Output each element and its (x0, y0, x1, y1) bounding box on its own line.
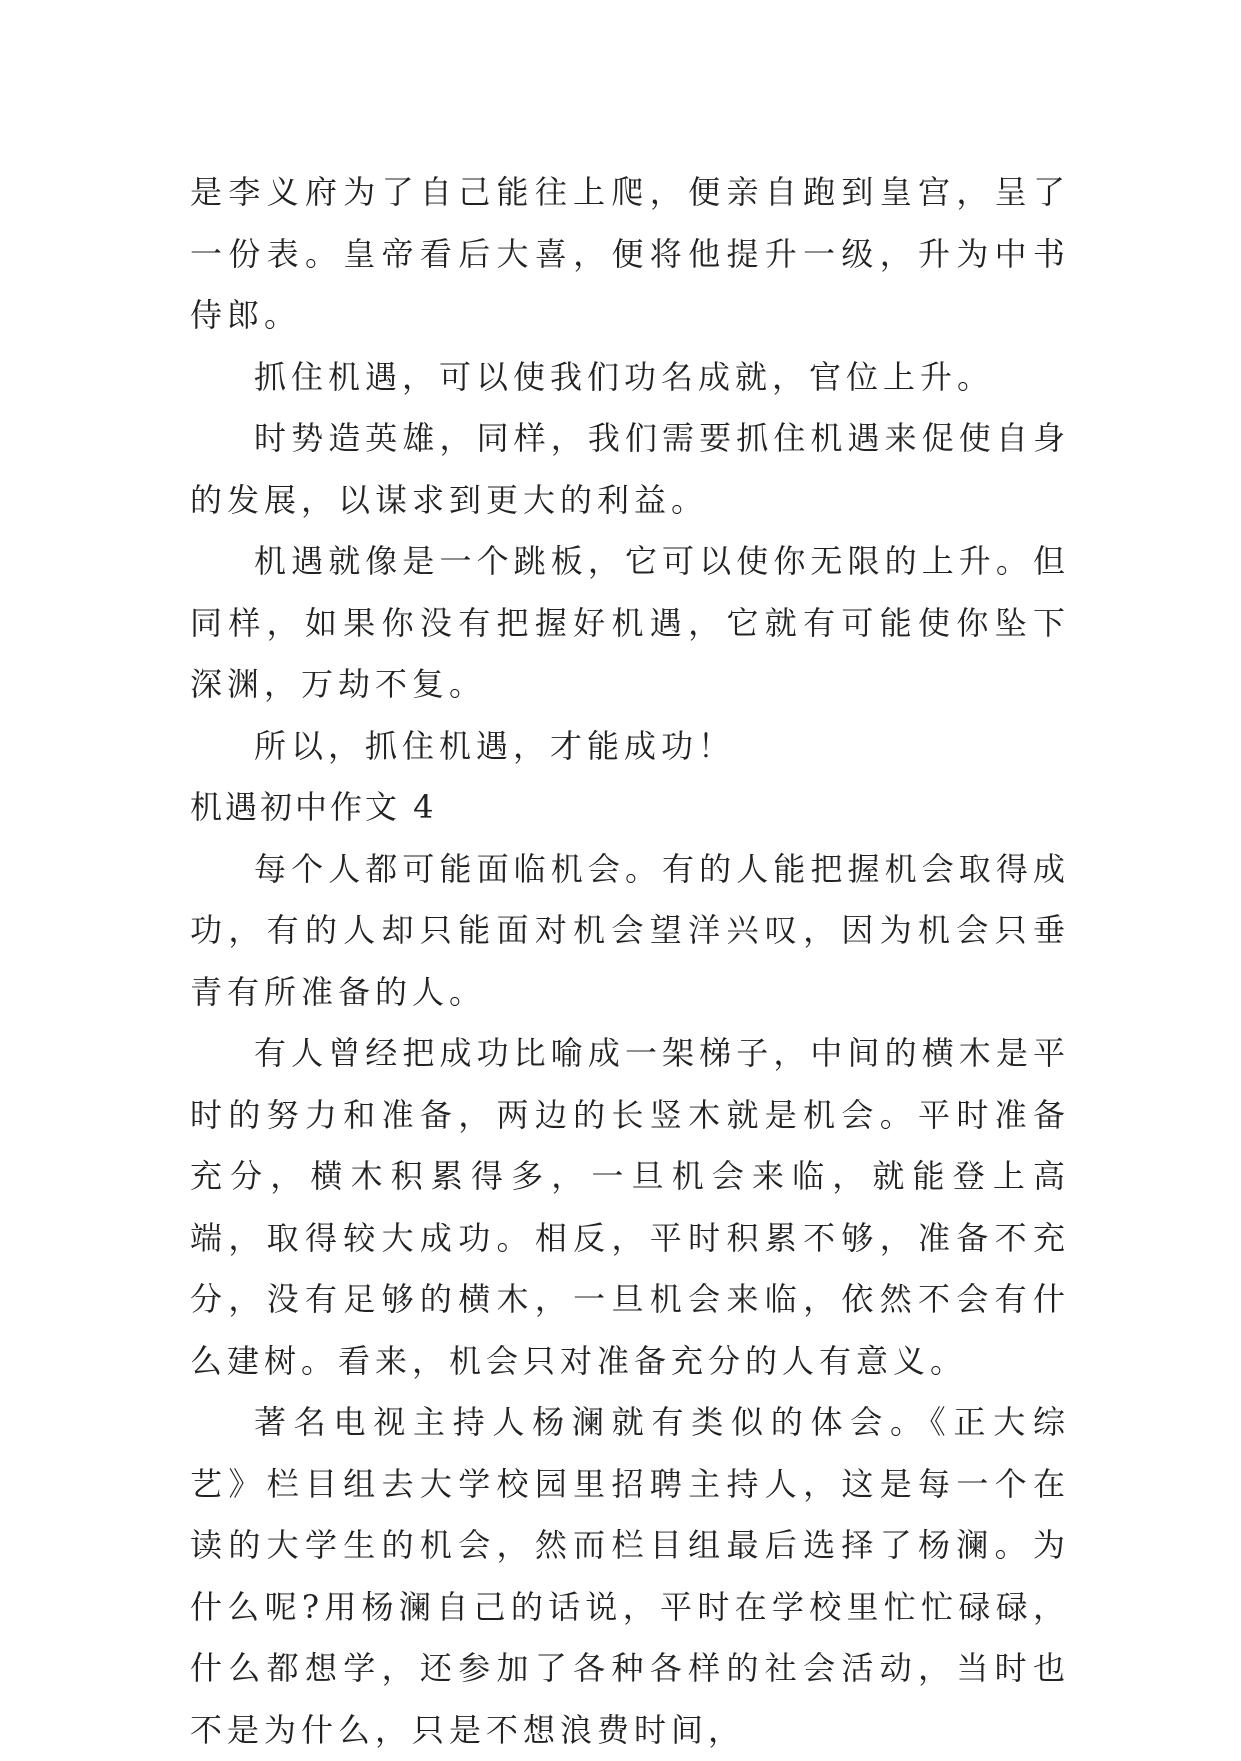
paragraph: 时势造英雄，同样，我们需要抓住机遇来促使自身的发展，以谋求到更大的利益。 (190, 419, 1070, 519)
paragraph: 抓住机遇，可以使我们功名成就，官位上升。 (254, 357, 995, 396)
paragraph: 每个人都可能面临机会。有的人能把握机会取得成功，有的人却只能面对机会望洋兴叹，因为机会只垂青有所准备的人。 (190, 849, 1070, 1011)
document-body (190, 162, 1070, 1761)
paragraph: 有人曾经把成功比喻成一架梯子，中间的横木是平时的努力和准备，两边的长竖木就是机会。平时准备充分，横木积累得多，一旦机会来临，就能登上高端，取得较大成功。相反，平时积累不够，准备不充分，没有足够的横木，一旦机会来临，依然不会有什么建树。看来，机会只对准备充分的人有意义。 (190, 1034, 1070, 1380)
paragraph: 是李义府为了自己能往上爬，便亲自跑到皇宫，呈了一份表。皇帝看后大喜，便将他提升一级，升为中书侍郎。 (190, 173, 1070, 334)
paragraph: 著名电视主持人杨澜就有类似的体会。《正大综艺》栏目组去大学校园里招聘主持人，这是每一个在读的大学生的机会，然而栏目组最后选择了杨澜。为什么呢?用杨澜自己的话说，平时在学校里忙忙碌碌，什么都想学，还参加了各种各样的社会活动，当时也不是为什么，只是不想浪费时间， (190, 1403, 1070, 1749)
paragraph: 机遇就像是一个跳板，它可以使你无限的上升。但同样，如果你没有把握好机遇，它就有可能使你坠下深渊，万劫不复。 (190, 542, 1070, 703)
paragraph: 所以，抓住机遇，才能成功！ (254, 726, 736, 765)
section-heading: 机遇初中作文 4 (190, 788, 437, 826)
